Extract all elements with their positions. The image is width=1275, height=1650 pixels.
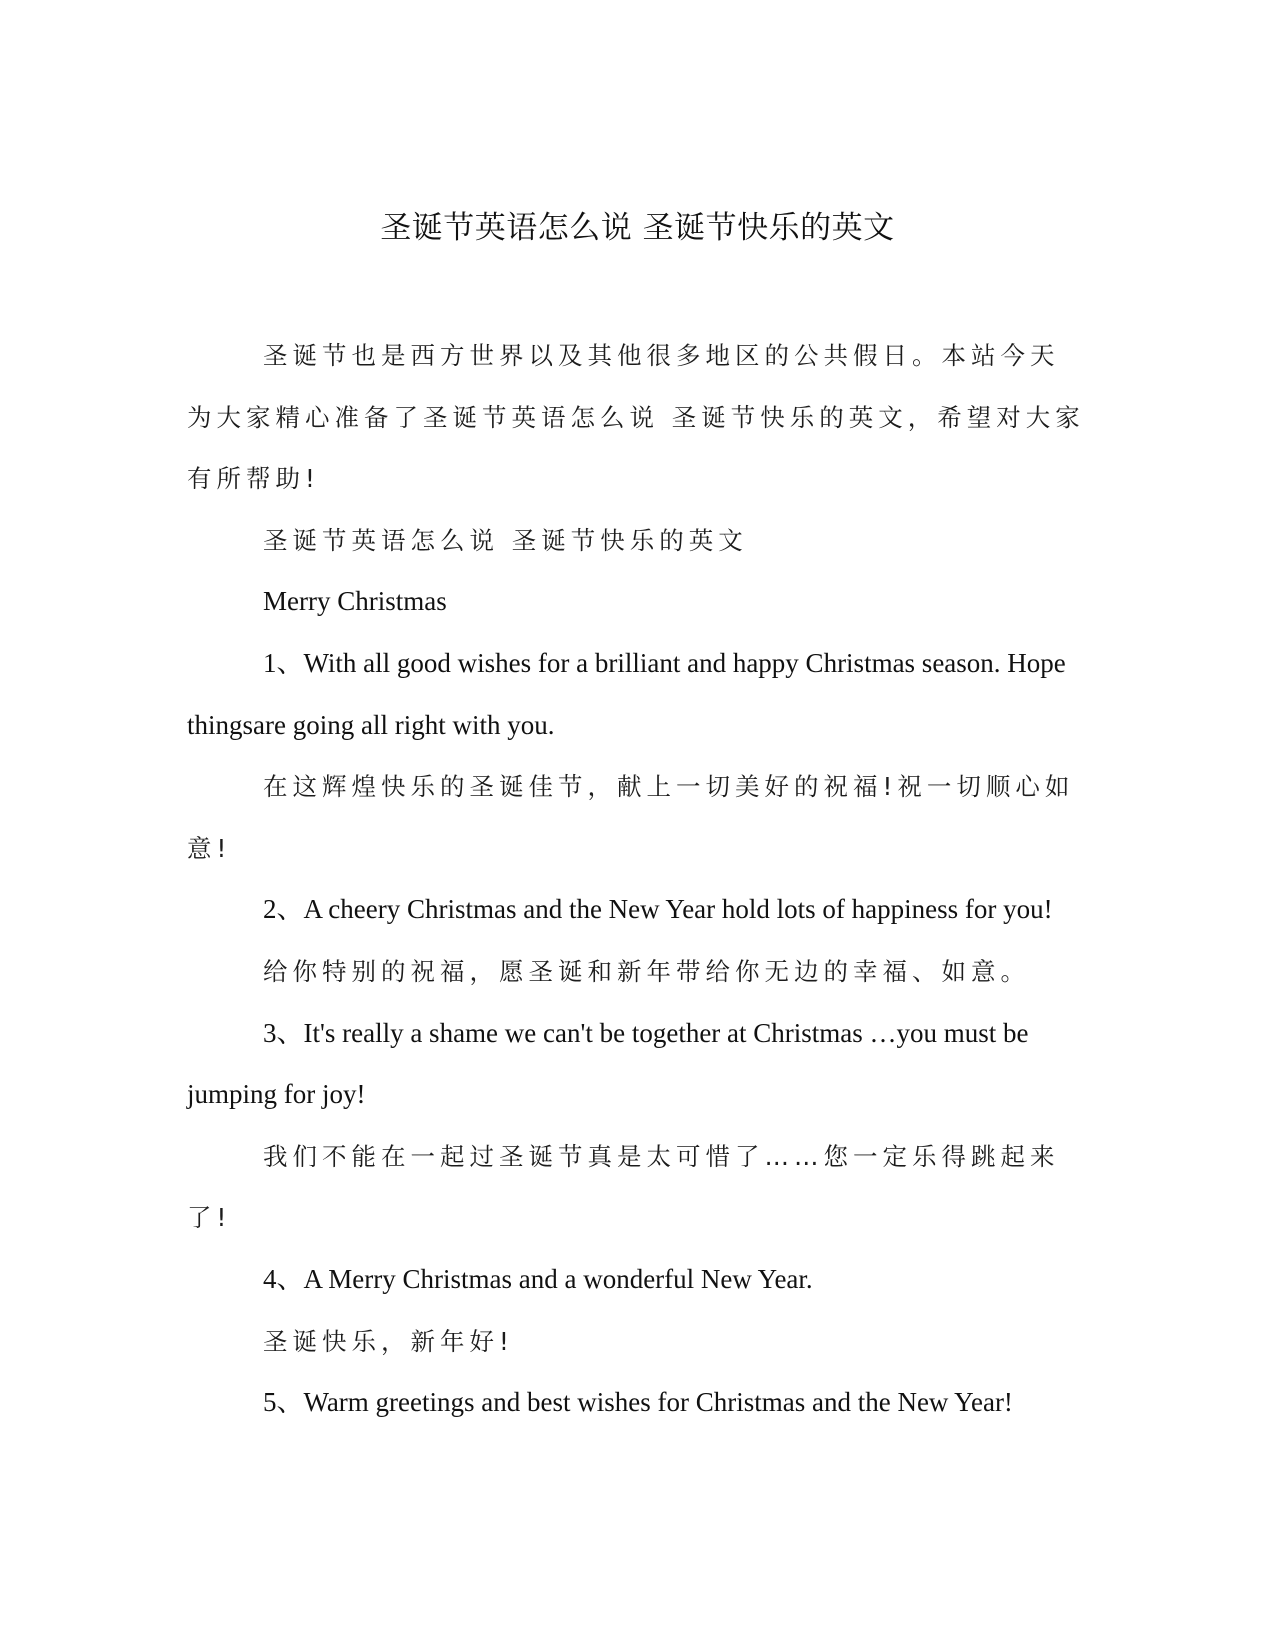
paragraph-item1-chinese: 在这辉煌快乐的圣诞佳节，献上一切美好的祝福!祝一切顺心如意! xyxy=(187,772,1075,863)
paragraph-subtitle: 圣诞节英语怎么说 圣诞节快乐的英文 xyxy=(263,525,748,555)
paragraph-item3-chinese: 我们不能在一起过圣诞节真是太可惜了……您一定乐得跳起来了! xyxy=(187,1141,1060,1233)
paragraph-intro: 圣诞节也是西方世界以及其他很多地区的公共假日。本站今天为大家精心准备了圣诞节英语怎么说 圣诞节快乐的英文，希望对大家有所帮助! xyxy=(187,341,1085,494)
paragraph-item1-english: 1、With all good wishes for a brilliant and happy Christmas season. Hope thingsare going all right with you. xyxy=(187,647,1066,740)
document-title: 圣诞节英语怎么说 圣诞节快乐的英文 xyxy=(380,210,895,246)
paragraph-item5-english: 5、Warm greetings and best wishes for Christmas and the New Year! xyxy=(263,1387,1013,1418)
paragraph-item2-english: 2、A cheery Christmas and the New Year hold lots of happiness for you! xyxy=(263,894,1053,925)
paragraph-item2-chinese: 给你特别的祝福，愿圣诞和新年带给你无边的幸福、如意。 xyxy=(263,956,1030,986)
paragraph-merry-christmas: Merry Christmas xyxy=(263,586,447,617)
paragraph-item3-english: 3、It's really a shame we can't be together at Christmas …you must be jumping for joy! xyxy=(187,1017,1029,1110)
document-body xyxy=(187,325,1087,1434)
paragraph-item4-english: 4、A Merry Christmas and a wonderful New Year. xyxy=(263,1263,813,1294)
paragraph-item4-chinese: 圣诞快乐，新年好! xyxy=(263,1326,514,1356)
